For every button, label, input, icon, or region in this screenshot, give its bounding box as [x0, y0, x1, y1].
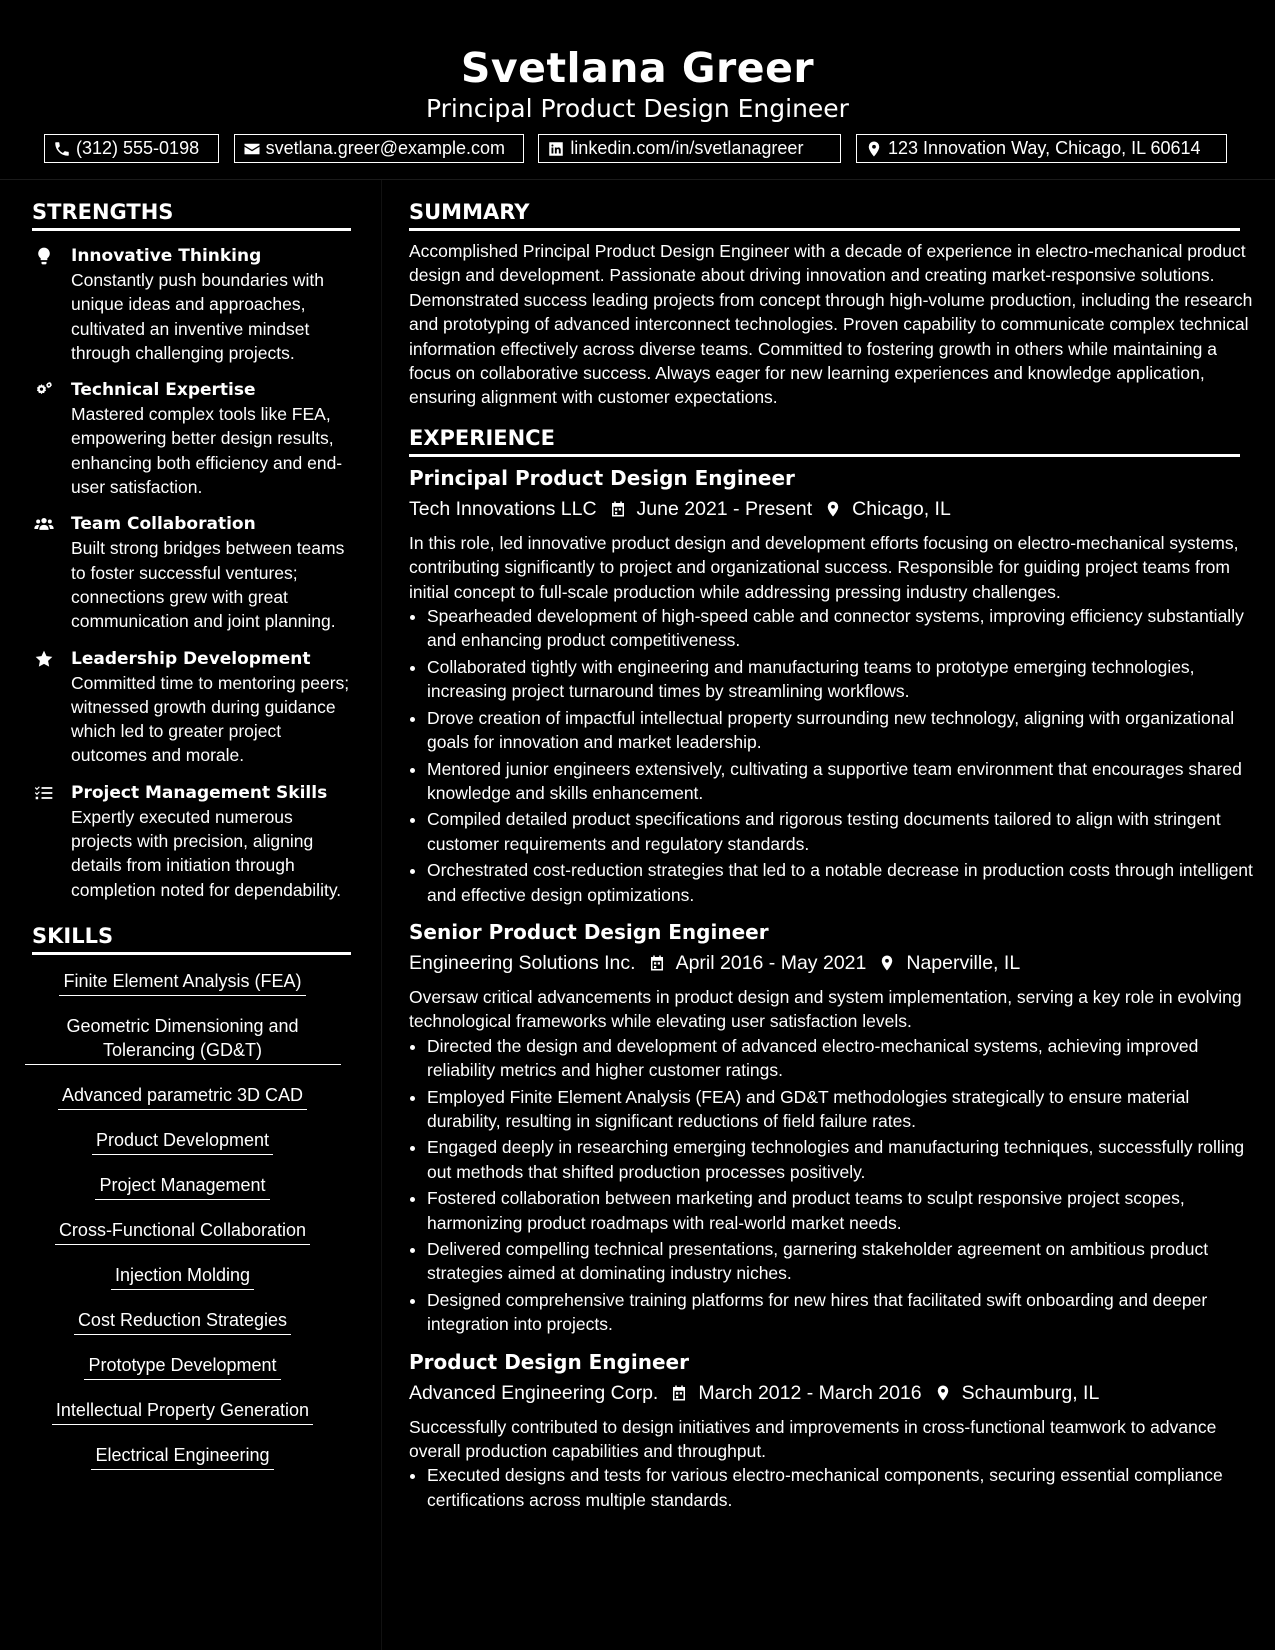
bullet-item: • Spearheaded development of high-speed cable and connector systems, improving efficiency substantially and enhancing product competitiveness. [427, 604, 1261, 653]
job-description: In this role, led innovative product design and development efforts focusing on electro-mechanical systems, contributing significantly to project and organizational success. Responsible for guiding project teams from initial concept to full-scale production while addressing pressing industry challenges. [409, 532, 1239, 602]
calendar-icon [648, 953, 666, 973]
gears-icon [32, 380, 56, 400]
map-pin-icon [865, 140, 883, 158]
contact-bar [44, 134, 1227, 163]
candidate-title: Principal Product Design Engineer [426, 94, 849, 123]
job-company: Tech Innovations LLC [409, 497, 597, 520]
skill-item: Prototype Development [0, 1353, 365, 1380]
skills-list [0, 969, 365, 1470]
strength-name: Leadership Development [71, 648, 311, 669]
experience-heading: EXPERIENCE [409, 426, 1240, 457]
job-title: Principal Product Design Engineer [409, 465, 795, 490]
skill-item: Advanced parametric 3D CAD [0, 1083, 365, 1110]
job-location: Naperville, IL [906, 951, 1021, 974]
strengths-heading: STRENGTHS [32, 200, 351, 231]
bullet-item: • Fostered collaboration between marketing and product teams to sculpt responsive project scopes, harmonizing product roadmaps with real-world market needs. [427, 1186, 1261, 1235]
strength-item [0, 378, 351, 499]
job-dates: March 2012 - March 2016 [698, 1381, 922, 1404]
job-company: Engineering Solutions Inc. [409, 951, 636, 974]
calendar-icon [609, 499, 627, 519]
bullet-item: • Engaged deeply in researching emerging technologies and manufacturing techniques, successfully rolling out methods that shifted production processes positively. [427, 1135, 1261, 1184]
envelope-icon [243, 140, 261, 158]
bullet-item: • Drove creation of impactful intellectual property surrounding new technology, aligning with organizational goals for innovation and market leadership. [427, 706, 1261, 755]
linkedin-icon [547, 140, 565, 158]
job-meta [409, 495, 1261, 523]
job-meta [409, 949, 1261, 977]
candidate-name: Svetlana Greer [460, 44, 815, 92]
contact-text: 123 Innovation Way, Chicago, IL 60614 [887, 138, 1201, 158]
strength-name: Technical Expertise [71, 380, 256, 401]
strength-item [0, 512, 351, 633]
job-bullets [409, 1034, 1261, 1337]
bullet-item: • Collaborated tightly with engineering and manufacturing teams to prototype emerging technologies, increasing project turnaround times by streamlining workflows. [427, 655, 1261, 704]
job-entry [409, 919, 1261, 1337]
summary-text: Accomplished Principal Product Design Engineer with a decade of experience in electro-mechanical product design and development. Passionate about driving innovation and creating market-responsive solutions. Demonstrated success leading projects from concept through high-volume production, including the research and prototyping of advanced interconnect technologies. Proven capability to communicate complex technical information effectively across diverse teams. Committed to fostering growth in others while maintaining a focus on collaborative success. Always eager for new learning experiences and knowledge application, ensuring alignment with customer expectations. [409, 241, 1253, 408]
job-dates: April 2016 - May 2021 [675, 951, 867, 974]
skill-item: Finite Element Analysis (FEA) [0, 969, 365, 996]
strength-name: Innovative Thinking [71, 246, 262, 266]
calendar-icon [670, 1383, 688, 1403]
lightbulb-icon [32, 246, 56, 266]
strength-desc: Constantly push boundaries with unique ideas and approaches, cultivated an inventive mindset through challenging projects. [71, 270, 324, 363]
job-title: Senior Product Design Engineer [409, 919, 769, 944]
strength-item [0, 244, 351, 365]
job-description: Successfully contributed to design initiatives and improvements in cross-functional teamwork to advance overall production capabilities and throughput. [409, 1416, 1217, 1462]
skills-heading: SKILLS [32, 924, 351, 955]
bullet-item: • Delivered compelling technical presentations, garnering stakeholder agreement on ambitious product strategies aimed at dominating industry niches. [427, 1237, 1261, 1286]
star-icon [32, 649, 56, 669]
skill-item: Product Development [0, 1128, 365, 1155]
skill-item: Cross-Functional Collaboration [0, 1218, 365, 1245]
bullet-item: • Mentored junior engineers extensively, cultivating a supportive team environment that encourages shared knowledge and skills enhancement. [427, 757, 1261, 806]
bullet-item: • Designed comprehensive training platforms for new hires that facilitated swift onboarding and deeper integration into projects. [427, 1288, 1261, 1337]
job-bullets [409, 1463, 1261, 1512]
job-company: Advanced Engineering Corp. [409, 1381, 659, 1404]
skill-item: Cost Reduction Strategies [0, 1308, 365, 1335]
bullet-item: • Employed Finite Element Analysis (FEA) and GD&T methodologies strategically to ensure material durability, resulting in significant reductions of field failure rates. [427, 1085, 1261, 1134]
job-meta [409, 1379, 1261, 1407]
job-location: Schaumburg, IL [961, 1381, 1100, 1404]
right-column [381, 180, 1275, 1650]
job-description: Oversaw critical advancements in product design and system implementation, serving a key role in evolving technological frameworks while elevating user satisfaction levels. [409, 986, 1242, 1032]
contact-linkedin[interactable] [538, 134, 841, 163]
left-column [0, 180, 365, 1650]
strength-name: Team Collaboration [71, 514, 256, 535]
resume-header [0, 0, 1275, 180]
map-pin-icon [934, 1383, 952, 1403]
job-entry [409, 465, 1261, 907]
skill-item: Project Management [0, 1173, 365, 1200]
bullet-item: • Compiled detailed product specifications and rigorous testing documents tailored to align with stringent customer requirements and regulatory standards. [427, 807, 1261, 856]
strength-desc: Committed time to mentoring peers; witnessed growth during guidance which led to greater project outcomes and morale. [71, 672, 350, 766]
strength-name: Project Management Skills [71, 782, 328, 803]
skill-item: Geometric Dimensioning and Tolerancing (GD&T) [0, 1014, 365, 1065]
contact-text: svetlana.greer@example.com [265, 138, 506, 158]
strength-desc: Built strong bridges between teams to foster successful ventures; connections grew with great communication and joint planning. [71, 538, 345, 632]
contact-phone[interactable] [44, 134, 219, 163]
list-check-icon [32, 783, 56, 803]
job-bullets [409, 604, 1261, 907]
bullet-item: • Orchestrated cost-reduction strategies that led to a notable decrease in production costs through intelligent and effective design optimizations. [427, 858, 1261, 907]
skill-item: Electrical Engineering [0, 1443, 365, 1470]
bullet-item: • Executed designs and tests for various electro-mechanical components, securing essential compliance certifications across multiple standards. [427, 1463, 1261, 1512]
job-entry [409, 1349, 1261, 1513]
strength-item [0, 781, 351, 902]
summary-heading: SUMMARY [409, 200, 1240, 231]
strength-desc: Mastered complex tools like FEA, empowering better design results, enhancing both efficiency and end-user satisfaction. [71, 404, 343, 498]
map-pin-icon [878, 953, 896, 973]
job-title: Product Design Engineer [409, 1349, 689, 1374]
contact-text: linkedin.com/in/svetlanagreer [570, 138, 804, 158]
contact-text: (312) 555-0198 [76, 138, 200, 158]
users-icon [32, 514, 56, 534]
job-dates: June 2021 - Present [636, 497, 813, 520]
contact-address[interactable] [856, 134, 1227, 163]
phone-icon [53, 140, 71, 158]
contact-email[interactable] [234, 134, 524, 163]
strength-desc: Expertly executed numerous projects with precision, aligning details from initiation through completion noted for dependability. [71, 806, 342, 900]
skill-item: Intellectual Property Generation [0, 1398, 365, 1425]
bullet-item: • Directed the design and development of advanced electro-mechanical systems, achieving improved reliability metrics and higher customer ratings. [427, 1034, 1261, 1083]
map-pin-icon [824, 499, 842, 519]
strength-item [0, 647, 351, 768]
job-location: Chicago, IL [852, 497, 951, 520]
skill-item: Injection Molding [0, 1263, 365, 1290]
